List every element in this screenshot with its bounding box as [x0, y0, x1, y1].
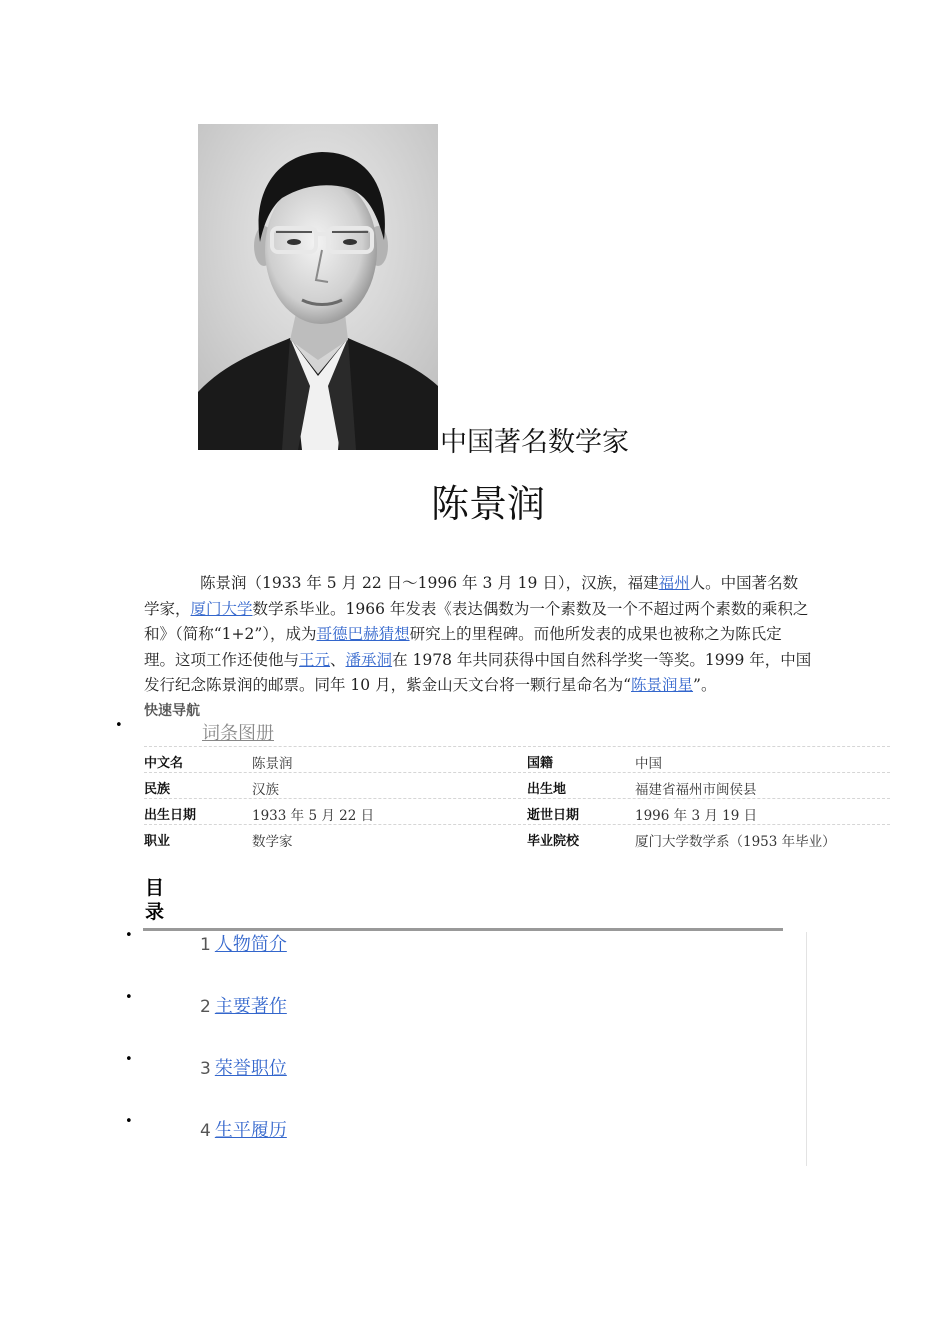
info-value: 汉族 [252, 782, 279, 798]
intro-separator: 、 [330, 650, 346, 669]
bullet-icon: • [125, 1114, 133, 1129]
toc-item-number: 1 [200, 935, 211, 955]
toc-item-number: 4 [200, 1121, 211, 1141]
table-divider [144, 772, 890, 773]
page-subtitle: 中国著名数学家 [440, 427, 629, 458]
info-value: 1933 年 5 月 22 日 [252, 808, 375, 824]
toc-item[interactable] [200, 1116, 287, 1142]
toc-item-number: 2 [200, 997, 211, 1017]
info-value: 1996 年 3 月 19 日 [635, 808, 758, 824]
toc-item[interactable] [200, 1054, 287, 1080]
toc-item-number: 3 [200, 1059, 211, 1079]
info-value: 厦门大学数学系（1953 年毕业） [635, 834, 836, 850]
toc-vertical-divider [806, 932, 807, 1166]
info-key: 国籍 [527, 756, 554, 771]
quick-nav-label: 快速导航 [144, 703, 200, 719]
info-key: 民族 [144, 782, 171, 797]
info-row [527, 773, 887, 799]
info-key: 出生日期 [144, 808, 197, 823]
bullet-icon: • [125, 928, 133, 943]
info-key: 中文名 [144, 756, 184, 771]
intro-paragraph [144, 571, 812, 699]
bullet-icon: • [125, 990, 133, 1005]
info-key: 出生地 [527, 782, 567, 797]
portrait-photo [198, 124, 438, 450]
intro-text: 人。中国著名数学家， [144, 574, 799, 618]
info-value: 陈景润 [252, 756, 293, 772]
info-key: 逝世日期 [527, 808, 580, 823]
intro-text: 陈景润（1933 年 5 月 22 日～1996 年 3 月 19 日），汉族，福建 [200, 574, 659, 592]
info-row [144, 825, 504, 851]
table-divider [144, 746, 890, 747]
link-xiamen-university[interactable]: 厦门大学 [190, 599, 253, 618]
table-divider [144, 824, 890, 825]
intro-text: 数学系毕业。1966 年发表《表达偶数为一个素数及一个不超过两个素数的乘积之和》（简称“1+2”），成为 [144, 599, 809, 643]
link-goldbach-conjecture[interactable]: 哥德巴赫猜想 [316, 625, 410, 643]
info-row [144, 747, 504, 773]
link-pan-chengdong[interactable]: 潘承洞 [345, 650, 393, 669]
info-row [527, 747, 887, 773]
toc-item-link[interactable]: 人物简介 [214, 934, 287, 955]
intro-text: 研究上的里程碑。而他所发表的成果也被称之为陈氏定理。这项工作还使他与 [144, 625, 782, 669]
info-row [144, 799, 504, 825]
intro-text: ”。 [693, 676, 717, 694]
link-chen-jingrun-star[interactable]: 陈景润星 [631, 676, 694, 694]
info-row [527, 825, 887, 851]
toc-item[interactable] [200, 930, 287, 956]
toc-item-link[interactable]: 主要著作 [214, 996, 287, 1017]
toc-item[interactable] [200, 992, 287, 1018]
link-fuzhou[interactable]: 福州 [658, 574, 690, 592]
intro-text: 在 1978 年共同获得中国自然科学奖一等奖。1999 年，中国发行纪念陈景润的邮票。同年 10 月，紫金山天文台将一颗行星命名为“ [144, 650, 812, 694]
bullet-icon: • [125, 1052, 133, 1067]
info-key: 职业 [144, 834, 171, 849]
toc-item-link[interactable]: 生平履历 [214, 1120, 287, 1141]
info-value: 福建省福州市闽侯县 [635, 782, 757, 798]
info-key: 毕业院校 [527, 834, 580, 849]
info-value: 数学家 [252, 834, 293, 850]
toc-title: 目录 [145, 877, 165, 923]
bullet-icon: • [115, 718, 123, 733]
table-divider [144, 798, 890, 799]
link-wang-yuan[interactable]: 王元 [299, 650, 331, 669]
toc-item-link[interactable]: 荣誉职位 [214, 1058, 287, 1079]
info-value: 中国 [635, 756, 662, 772]
album-link[interactable]: 词条图册 [202, 723, 274, 744]
info-row [144, 773, 504, 799]
info-row [527, 799, 887, 825]
page-title: 陈景润 [431, 482, 546, 526]
